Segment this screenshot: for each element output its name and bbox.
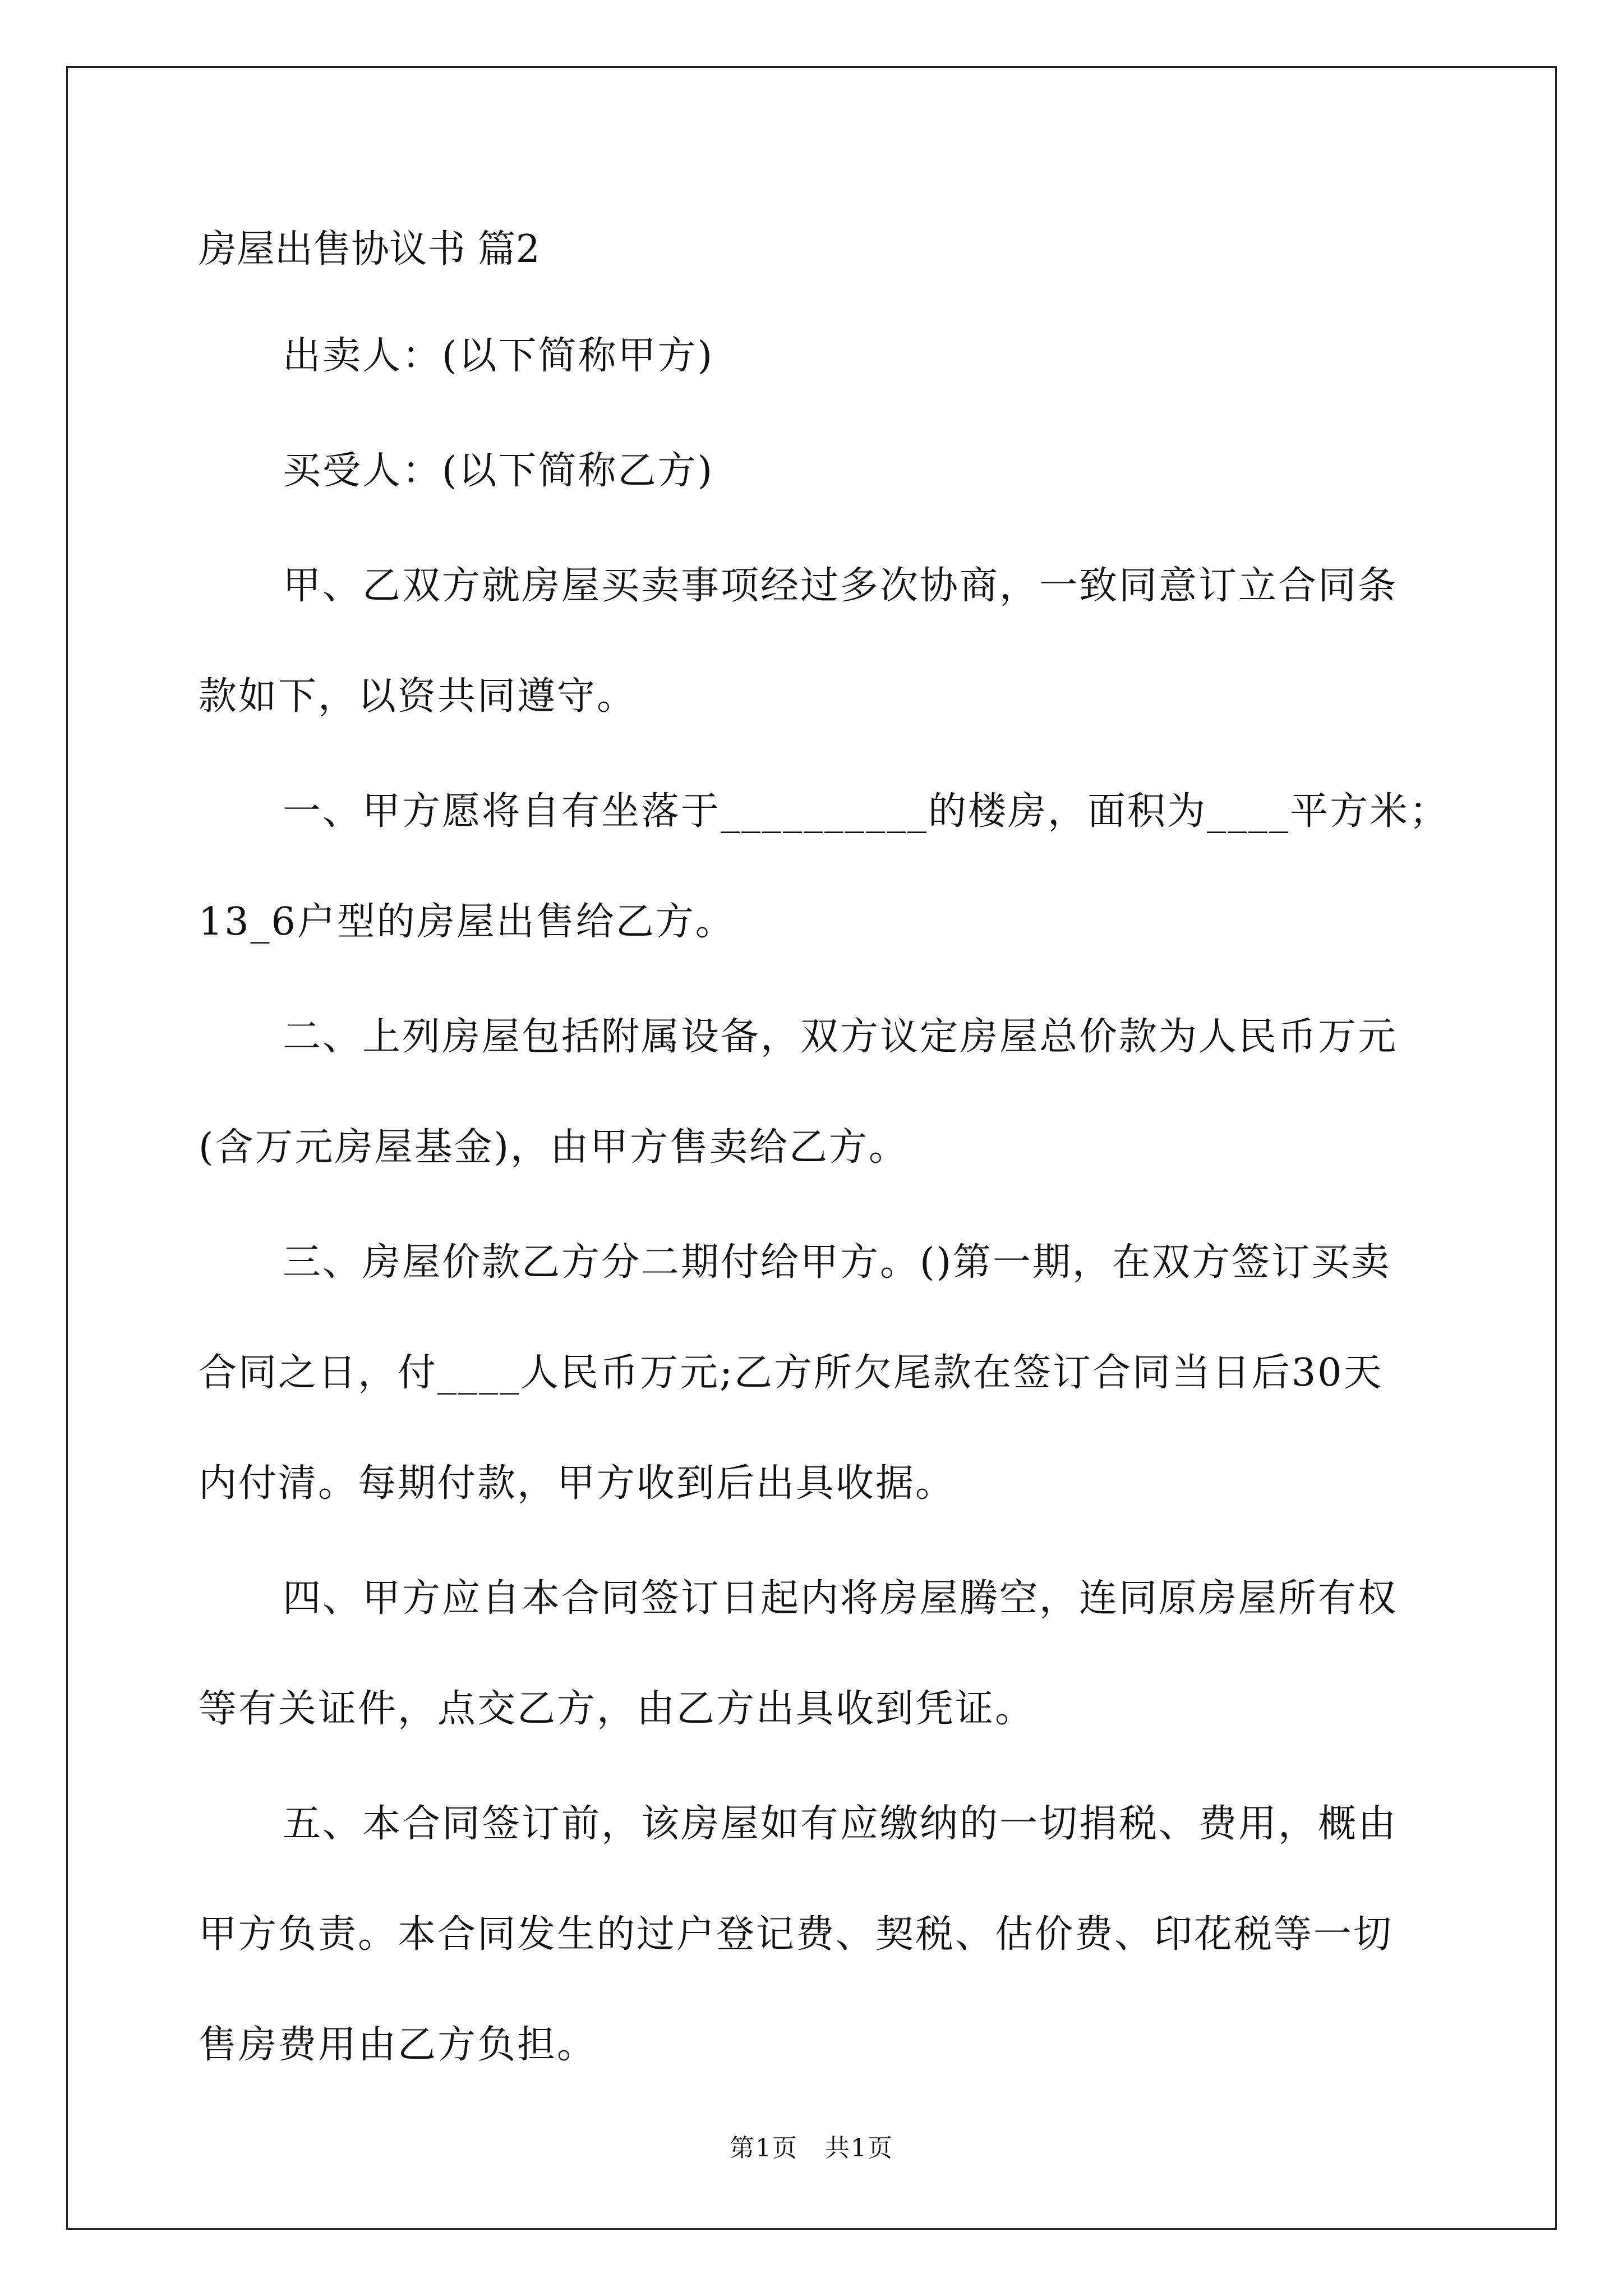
paragraph-line: (含万元房屋基金)，由甲方售卖给乙方。 (199, 1125, 909, 1170)
clause-2 (199, 1001, 1438, 1184)
page-number-footer: 第1页 共1页 (730, 2134, 893, 2162)
document-title: 房屋出售协议书 篇2 (199, 227, 540, 272)
paragraph-line: 款如下，以资共同遵守。 (199, 674, 637, 719)
paragraph-line: 出卖人：(以下简称甲方) (283, 334, 714, 378)
paragraph-line: 13_6户型的房屋出售给乙方。 (199, 900, 735, 944)
paragraph-line: 售房费用由乙方负担。 (199, 2023, 597, 2067)
clause-5 (199, 1788, 1438, 2082)
paragraph-line: 等有关证件，点交乙方，由乙方出具收到凭证。 (199, 1687, 1035, 1731)
paragraph-line: 三、房屋价款乙方分二期付给甲方。()第一期，在双方签订买卖 (283, 1240, 1391, 1285)
paragraph-line: 二、上列房屋包括附属设备，双方议定房屋总价款为人民币万元 (283, 1015, 1398, 1059)
paragraph-preamble (199, 550, 1438, 733)
clause-4 (199, 1562, 1438, 1746)
paragraph-seller (199, 320, 1438, 393)
clause-3 (199, 1226, 1438, 1520)
paragraph-buyer (199, 435, 1438, 508)
paragraph-line: 五、本合同签订前，该房屋如有应缴纳的一切捐税、费用，概由 (283, 1802, 1398, 1846)
paragraph-line: 甲、乙双方就房屋买卖事项经过多次协商，一致同意订立合同条 (283, 564, 1398, 608)
clause-1 (199, 775, 1450, 959)
paragraph-line: 甲方负责。本合同发生的过户登记费、契税、估价费、印花税等一切 (199, 1912, 1394, 1957)
document-body (199, 213, 1450, 2124)
paragraph-line: 合同之日，付____人民币万元;乙方所欠尾款在签订合同当日后30天 (199, 1351, 1384, 1395)
paragraph-line: 一、甲方愿将自有坐落于__________的楼房，面积为____平方米； (283, 789, 1450, 834)
paragraph-line: 四、甲方应自本合同签订日起内将房屋腾空，连同原房屋所有权 (283, 1576, 1398, 1621)
paragraph-line: 买受人：(以下简称乙方) (283, 449, 714, 493)
paragraph-line: 内付清。每期付款，甲方收到后出具收据。 (199, 1461, 956, 1506)
